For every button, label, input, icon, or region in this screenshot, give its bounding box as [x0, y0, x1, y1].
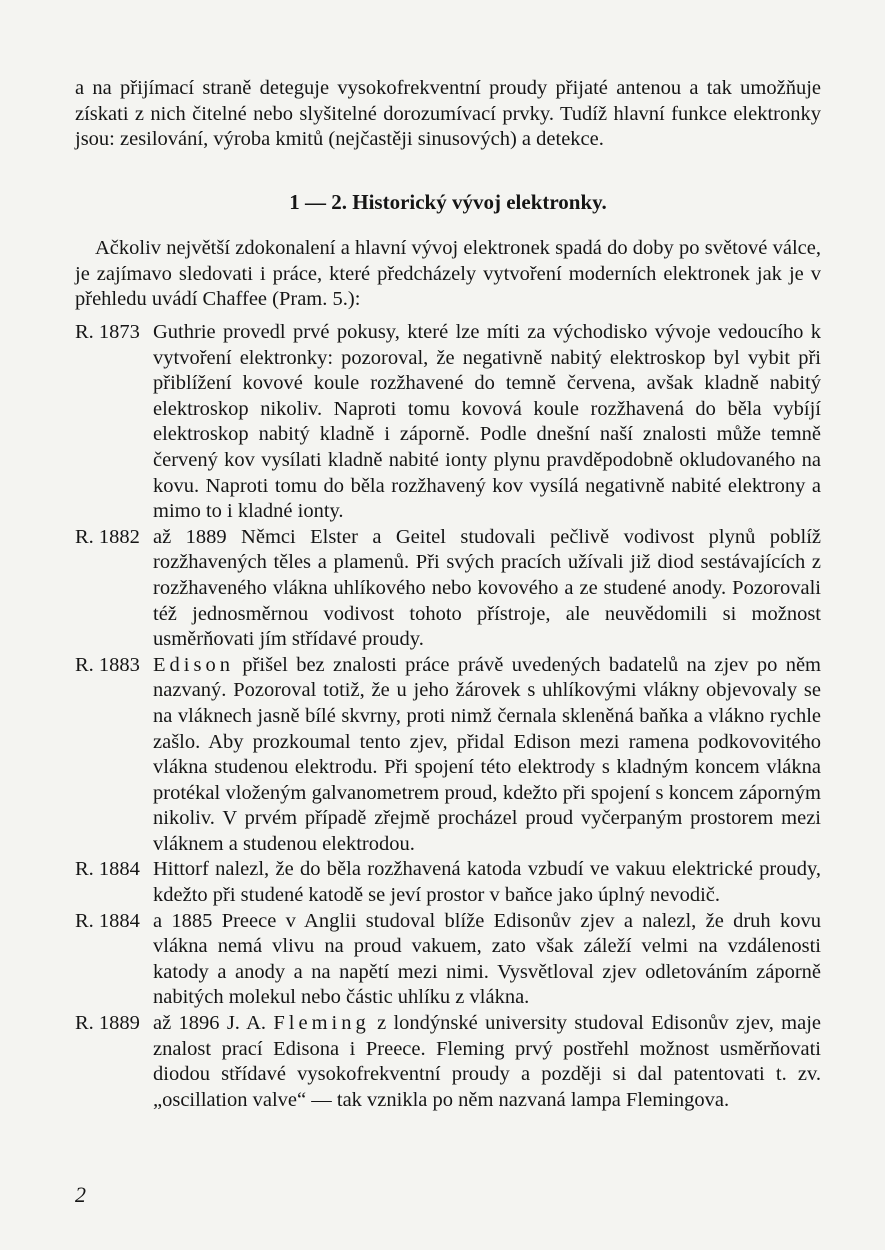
history-entry: [75, 525, 821, 653]
section-intro-paragraph: Ačkoliv největší zdokonalení a hlavní vývoj elektronek spadá do doby po světové válce, je zajímavo sledovati i práce, které předcházely vytvoření moderních elektronek jak je v přehledu uvádí Chaffee (Pram. 5.):: [75, 237, 821, 311]
entry-text: Hittorf nalezl, že do běla rozžhavená katoda vzbudí ve vakuu elektrické proudy, kdežto při studené katodě se jeví prostor v baňce jako úplný nevodič.: [153, 858, 821, 907]
entry-text: Guthrie provedl prvé pokusy, které lze míti za východisko vývoje vedoucího k vytvoření elektronky: pozoroval, že negativně nabitý elektroskop byl vybit při přiblížení kovové koule rozžhavené do temně červena, avšak kladně nabitý elektroskop nikoliv. Naproti tomu kovová koule rozžhavená do běla vybíjí elektroskop nabitý kladně i záporně. Podle dnešní naší znalosti může temně červený kov vysílati kladně nabité ionty plynu pravděpodobně okludovaného na kovu. Naproti tomu do běla rozžhavený kov vysílá negativně nabité elektrony a mimo to i kladné ionty.: [153, 321, 821, 523]
history-list: [75, 320, 821, 1113]
history-entry: [75, 857, 821, 908]
page-number: 2: [75, 1182, 86, 1207]
history-entry: [75, 1011, 821, 1113]
history-entry: [75, 909, 821, 1011]
entry-spaced-name: Fleming: [273, 1012, 370, 1035]
entry-year: R. 1889: [75, 1012, 140, 1035]
entry-year: R. 1884: [75, 858, 140, 881]
entry-year: R. 1873: [75, 321, 140, 343]
entry-text: přišel bez znalosti práce právě uvedených badatelů na zjev po něm nazvaný. Pozoroval totiž, že u jeho žárovek s uhlíkovými vlákny objevovaly se na vláknech jasně bílé skvrny, proti nimž černala skleněná baňka a vlákno rychle zašlo. Aby prozkoumal tento zjev, přidal Edison mezi ramena podkovovitého vlákna studenou elektrodu. Při spojení této elektrody s kladným koncem vlákna protékal vloženým galvanometrem proud, kdežto při spojení s koncem záporným nikoliv. V prvém případě zřejmě procházel proud vyčerpaným prostorem mezi vláknem a studenou elektrodou.: [153, 653, 821, 855]
entry-prefix: až 1896 J. A.: [153, 1012, 267, 1035]
entry-year: R. 1884: [75, 909, 140, 932]
intro-paragraph: a na přijímací straně deteguje vysokofrekventní proudy přijaté antenou a tak umožňuje získati z nich čitelné nebo slyšitelné dorozumívací prvky. Tudíž hlavní funkce elektronky jsou: zesilování, výroba kmitů (nejčastěji sinusových) a detekce.: [75, 77, 821, 151]
history-entry: [75, 653, 821, 858]
entry-text: a 1885 Preece v Anglii studoval blíže Edisonův zjev a nalezl, že druh kovu vlákna nemá vlivu na proud vakuem, zato však záleží velmi na vzdálenosti katody a anody a na napětí mezi nimi. Vysvětloval zjev odletováním záporně nabitých molekul nebo částic uhlíku z vlákna.: [153, 909, 821, 1009]
section-heading: 1 — 2. Historický vývoj elektronky.: [289, 190, 607, 214]
entry-text: až 1889 Němci Elster a Geitel studovali pečlivě vodivost plynů poblíž rozžhavených těles a plamenů. Při svých pracích užívali již diod sestávajících z rozžhaveného vlákna uhlíkového nebo kovového a ze studené anody. Pozorovali též jednosměrnou vodivost tohoto přístroje, ale neuvědomili si možnost usměrňovati jím střídavé proudy.: [153, 525, 821, 651]
entry-text: z londýnské university studoval Edisonův zjev, maje znalost prací Edisona i Preece. Fleming prvý postřehl možnost usměrňovati diodou střídavé vysokofrekventní proudy a později si dal patentovati t. zv. „oscillation valve“ — tak vznikla po něm nazvaná lampa Flemingova.: [153, 1012, 822, 1111]
entry-text-wrapper: [153, 653, 821, 858]
entry-year: R. 1882: [75, 525, 140, 548]
entry-text-wrapper: [153, 1011, 821, 1113]
entry-year: R. 1883: [75, 653, 140, 676]
history-entry: [75, 320, 821, 525]
entry-spaced-name: Edison: [153, 653, 234, 676]
